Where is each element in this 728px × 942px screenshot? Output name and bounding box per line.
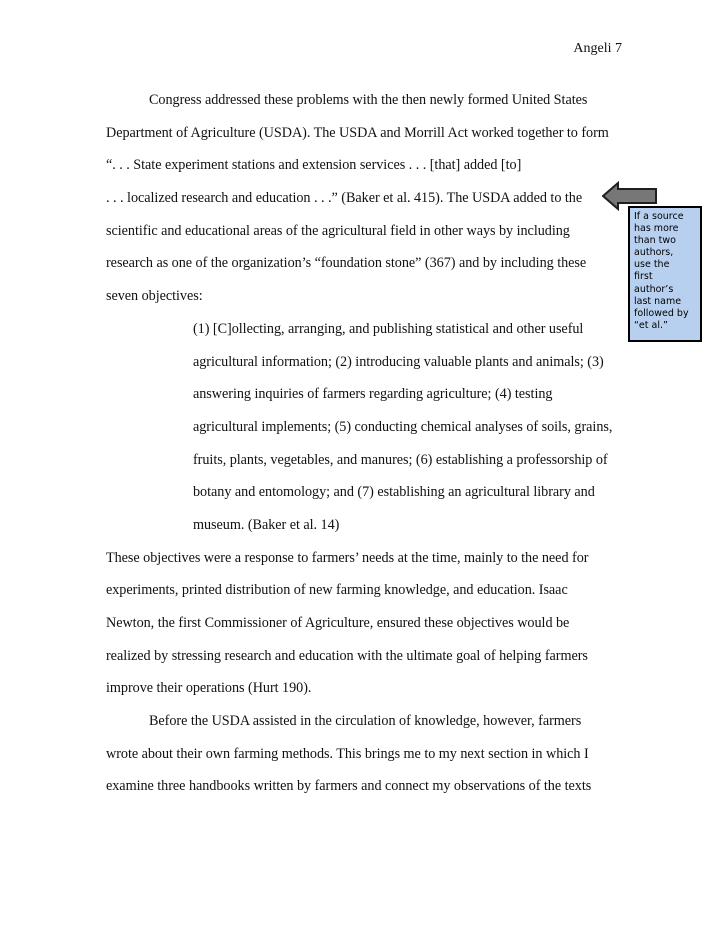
body-line-6: research as one of the organization’s “foundation stone” (367) and by including these: [106, 255, 587, 272]
block-quote-line-5: fruits, plants, vegetables, and manures; (6) establishing a professorship of: [193, 451, 608, 468]
body-line-5: scientific and educational areas of the agricultural field in other ways by including: [106, 222, 570, 239]
annotation-line: has more: [634, 223, 679, 235]
annotation-line: authors,: [634, 247, 674, 259]
body-line-2: Department of Agriculture (USDA). The USDA and Morrill Act worked together to form: [106, 124, 609, 141]
body-line-8: These objectives were a response to farmers’ needs at the time, mainly to the need for: [106, 549, 589, 566]
body-line-12: improve their operations (Hurt 190).: [106, 680, 312, 697]
block-quote-line-4: agricultural implements; (5) conducting chemical analyses of soils, grains,: [193, 418, 613, 435]
body-line-14: wrote about their own farming methods. This brings me to my next section in which I: [106, 745, 589, 762]
annotation-line: followed by: [634, 307, 689, 319]
body-line-11: realized by stressing research and education with the ultimate goal of helping farmers: [106, 647, 588, 664]
body-line-13: Before the USDA assisted in the circulation of knowledge, however, farmers: [149, 713, 582, 730]
page-header: Angeli 7: [573, 41, 622, 56]
annotation-line: first: [634, 271, 653, 283]
annotation-line: If a source: [634, 211, 684, 222]
block-quote-line-3: answering inquiries of farmers regarding agriculture; (4) testing: [193, 386, 553, 403]
body-line-1: Congress addressed these problems with the then newly formed United States: [149, 92, 588, 108]
body-line-15: examine three handbooks written by farmers and connect my observations of the texts: [106, 778, 592, 795]
body-line-3: “. . . State experiment stations and extension services . . . [that] added [to]: [106, 157, 522, 174]
annotation-line: use the: [634, 259, 670, 271]
annotation-line: last name: [634, 295, 682, 307]
annotation-line: author’s: [634, 283, 674, 295]
body-line-7: seven objectives:: [106, 288, 203, 305]
body-line-4: . . . localized research and education . . .” (Baker et al. 415). The USDA added to the: [106, 190, 583, 207]
body-line-10: Newton, the first Commissioner of Agriculture, ensured these objectives would be: [106, 615, 570, 631]
block-quote-line-7: museum. (Baker et al. 14): [193, 516, 340, 533]
block-quote-line-2: agricultural information; (2) introducing valuable plants and animals; (3): [193, 353, 604, 370]
document-body: [106, 84, 620, 803]
annotation-line: than two: [634, 235, 676, 247]
block-quote-line-1: (1) [C]ollecting, arranging, and publishing statistical and other useful: [193, 320, 584, 337]
annotation-line: “et al.”: [634, 319, 668, 331]
body-line-9: experiments, printed distribution of new farming knowledge, and education. Isaac: [106, 582, 568, 599]
block-quote-line-6: botany and entomology; and (7) establishing an agricultural library and: [193, 484, 595, 501]
annotation-note: [628, 206, 702, 342]
